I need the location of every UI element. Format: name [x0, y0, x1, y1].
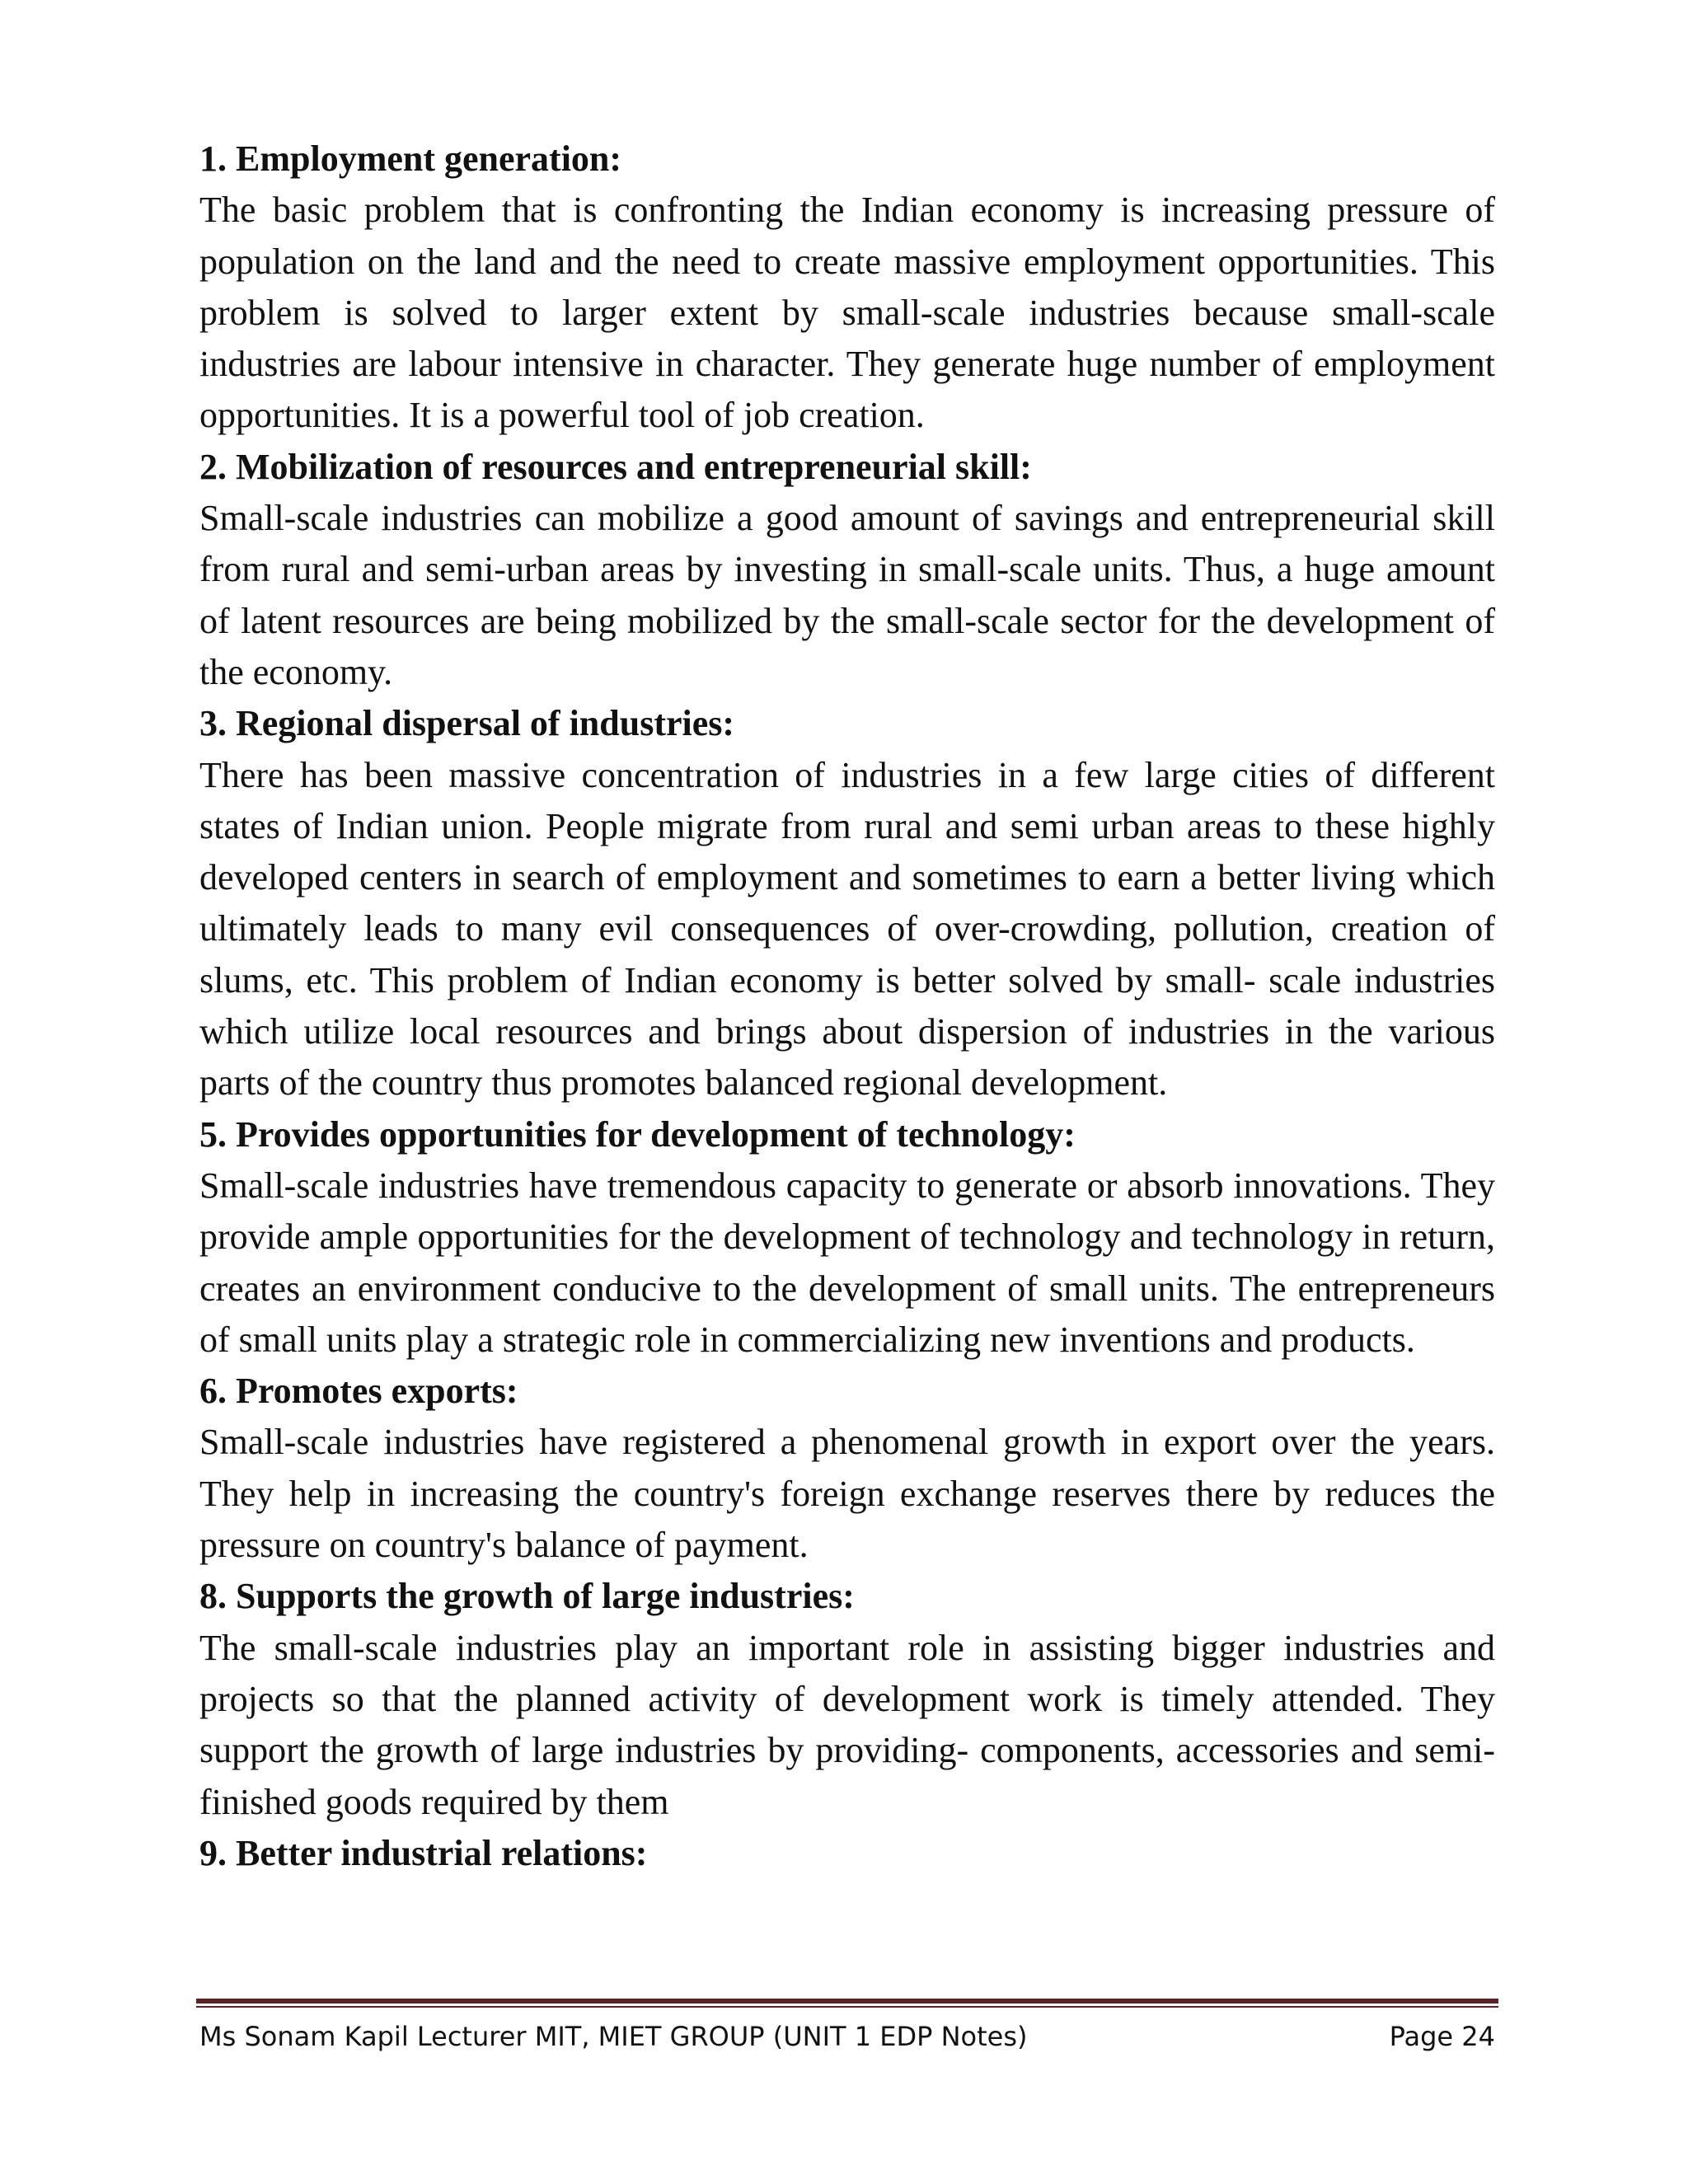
section-paragraph: The small-scale industries play an important role in assisting bigger industries and projects so that the planned activity of development work is timely attended. They support the growth of large industries by providing- components, accessories and semi-finished goods required by them	[199, 1627, 1495, 1822]
page-footer	[199, 2012, 1495, 2061]
section-heading: 1. Employment generation:	[199, 138, 622, 179]
section-paragraph: There has been massive concentration of industries in a few large cities of different states of Indian union. People migrate from rural and semi urban areas to these highly developed centers in search of employment and sometimes to earn a better living which ultimately leads to many evil consequences of over-crowding, pollution, creation of slums, etc. This problem of Indian economy is better solved by small- scale industries which utilize local resources and brings about dispersion of industries in the various parts of the country thus promotes balanced regional development.	[199, 754, 1495, 1104]
section-paragraph: Small-scale industries have tremendous capacity to generate or absorb innovations. They provide ample opportunities for the development of technology and technology in return, creates an environment conducive to the development of small units. The entrepreneurs of small units play a strategic role in commercializing new inventions and products.	[199, 1165, 1495, 1360]
section-heading: 2. Mobilization of resources and entrepreneurial skill:	[199, 446, 1032, 487]
section-heading: 5. Provides opportunities for development of technology:	[199, 1113, 1076, 1155]
footer-divider-thin	[196, 2006, 1498, 2008]
section-heading: 9. Better industrial relations:	[199, 1832, 648, 1873]
footer-author: Ms Sonam Kapil Lecturer MIT, MIET GROUP (UNIT 1 EDP Notes)	[199, 2021, 1028, 2052]
section-paragraph: The basic problem that is confronting the Indian economy is increasing pressure of population on the land and the need to create massive employment opportunities. This problem is solved to larger extent by small-scale industries because small-scale industries are labour intensive in character. They generate huge number of employment opportunities. It is a powerful tool of job creation.	[199, 190, 1495, 436]
section-heading: 8. Supports the growth of large industries:	[199, 1576, 855, 1617]
section-heading: 6. Promotes exports:	[199, 1371, 518, 1412]
section-employment-generation	[199, 134, 1495, 442]
section-paragraph: Small-scale industries have registered a phenomenal growth in export over the years. They help in increasing the country's foreign exchange reserves there by reduces the pressure on country's balance of payment.	[199, 1422, 1495, 1566]
section-supports-large-industries	[199, 1571, 1495, 1827]
document-body	[199, 134, 1495, 1879]
section-better-industrial-relations	[199, 1828, 1495, 1879]
page-number: Page 24	[1389, 2021, 1495, 2052]
section-regional-dispersal	[199, 698, 1495, 1108]
section-mobilization-of-resources	[199, 442, 1495, 698]
section-heading: 3. Regional dispersal of industries:	[199, 703, 735, 744]
footer-divider	[196, 1999, 1498, 2004]
section-paragraph: Small-scale industries can mobilize a good amount of savings and entrepreneurial skill from rural and semi-urban areas by investing in small-scale units. Thus, a huge amount of latent resources are being mobilized by the small-scale sector for the development of the economy.	[199, 498, 1495, 692]
section-promotes-exports	[199, 1366, 1495, 1571]
section-development-of-technology	[199, 1109, 1495, 1366]
